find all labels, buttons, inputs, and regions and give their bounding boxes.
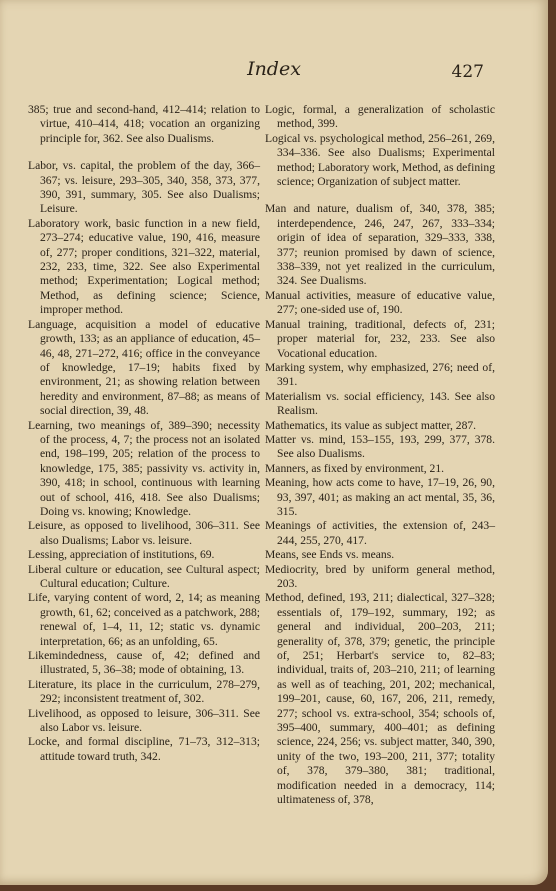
index-entry: Manual training, traditional, defects of, 231; proper material for, 232, 233. See also Vocational education.: [265, 317, 495, 360]
index-entry: Meaning, how acts come to have, 17–19, 26, 90, 93, 397, 401; as making an act mental, 35, 36, 315.: [265, 476, 495, 518]
index-column-left: [28, 103, 260, 764]
index-entry: Materialism vs. social efficiency, 143. See also Realism.: [265, 389, 495, 418]
index-entry: Matter vs. mind, 153–155, 193, 299, 377, 378. See also Dualisms.: [265, 432, 495, 461]
index-entry: Labor, vs. capital, the problem of the day, 366–367; vs. leisure, 293–305, 340, 358, 373, 377, 390, 391, summary, 305. See also Dualisms; Leisure.: [28, 159, 260, 216]
running-head-title: Index: [247, 58, 301, 80]
page-number: 427: [451, 62, 484, 82]
index-entry: Means, see Ends vs. means.: [265, 548, 395, 562]
index-entry: Logic, formal, a generalization of scholastic method, 399.: [265, 103, 495, 131]
index-entry: Meanings of activities, the extension of, 243–244, 255, 270, 417.: [265, 519, 495, 547]
index-entry: Locke, and formal discipline, 71–73, 312–313; attitude toward truth, 342.: [28, 735, 260, 763]
index-entry: Life, varying content of word, 2, 14; as meaning growth, 61, 62; conceived as a patchwork, 288; renewal of, 1–4, 11, 12; static vs. dynamic interpretation, 66; as an unfolding, 65.: [28, 591, 260, 648]
index-entry: Method, defined, 193, 211; dialectical, 327–328; essentials of, 179–192, summary, 192; as general and individual, 200–203, 211; generality of, 378, 379; genetic, the principle of, 251; Herbart's service to, 82–83; individual, traits of, 203–210, 211; of learning as well as of teaching, 201, 202; mechanical, 199–201, cause, 60, 167, 206, 211, remedy, 277; school vs. extra-school, 354; schools of, 395–400, summary, 400–401; as defining science, 224, 256; vs. subject matter, 340, 390, unity of the two, 193–200, 211, 377; totality of, 378, 379–380, 381; traditional, modification needed in a democracy, 114; ultimateness of, 378,: [265, 591, 495, 807]
index-entry: Logical vs. psychological method, 256–261, 269, 334–336. See also Dualisms; Experimental method; Laboratory work, Method, as defining science; Organization of subject matter.: [265, 131, 495, 189]
index-entry: Manual activities, measure of educative value, 277; one-sided use of, 190.: [265, 288, 495, 317]
index-column-right: [265, 103, 495, 808]
index-entry: Language, acquisition a model of educative growth, 133; as an appliance of education, 45–46, 48, 271–272, 416; office in the conveyance of knowledge, 17–19; habits fixed by environment, 21; as showing relation between heredity and environment, 87–88; as means of social direction, 39, 48.: [28, 317, 260, 418]
index-entry: Mathematics, its value as subject matter, 287.: [265, 418, 477, 432]
index-entry: Marking system, why emphasized, 276; need of, 391.: [265, 360, 495, 389]
index-entry: Livelihood, as opposed to leisure, 306–311. See also Labor vs. leisure.: [28, 706, 260, 735]
index-entry: Manners, as fixed by environment, 21.: [265, 461, 445, 475]
index-entry: Literature, its place in the curriculum, 278–279, 292; inconsistent treatment of, 302.: [28, 677, 260, 706]
index-entry: Liberal culture or education, see Cultural aspect; Cultural education; Culture.: [28, 562, 260, 590]
index-entry: Leisure, as opposed to livelihood, 306–311. See also Dualisms; Labor vs. leisure.: [28, 519, 260, 547]
index-entry: Lessing, appreciation of institutions, 69.: [28, 548, 215, 562]
index-entry: Mediocrity, bred by uniform general method, 203.: [265, 562, 495, 590]
index-entry: Likemindedness, cause of, 42; defined and illustrated, 5, 36–38; mode of obtaining, 13.: [28, 649, 260, 677]
index-entry: 385; true and second-hand, 412–414; relation to virtue, 410–414, 418; vocation an organizing principle for, 362. See also Dualisms.: [28, 103, 260, 145]
index-entry: Laboratory work, basic function in a new field, 273–274; educative value, 190, 416, measure of, 277; proper conditions, 321–322, material, 232, 233, time, 322. See also Experimental method; Experimentation; Logical method; Method, as defining science; Science, improper method.: [28, 216, 260, 317]
index-entry: Man and nature, dualism of, 340, 378, 385; interdependence, 246, 247, 267, 333–334; origin of idea of separation, 329–333, 338, 377; reunion promised by dawn of science, 338–339, not yet realized in the curriculum, 324. See Dualisms.: [265, 202, 495, 288]
index-entry: Learning, two meanings of, 389–390; necessity of the process, 4, 7; the process not an isolated end, 198–199, 205; relation of the process to knowledge, 175, 385; passivity vs. activity in, 390, 418; in school, continuous with learning out of school, 416, 418. See also Dualisms; Doing vs. knowing; Knowledge.: [28, 418, 260, 518]
